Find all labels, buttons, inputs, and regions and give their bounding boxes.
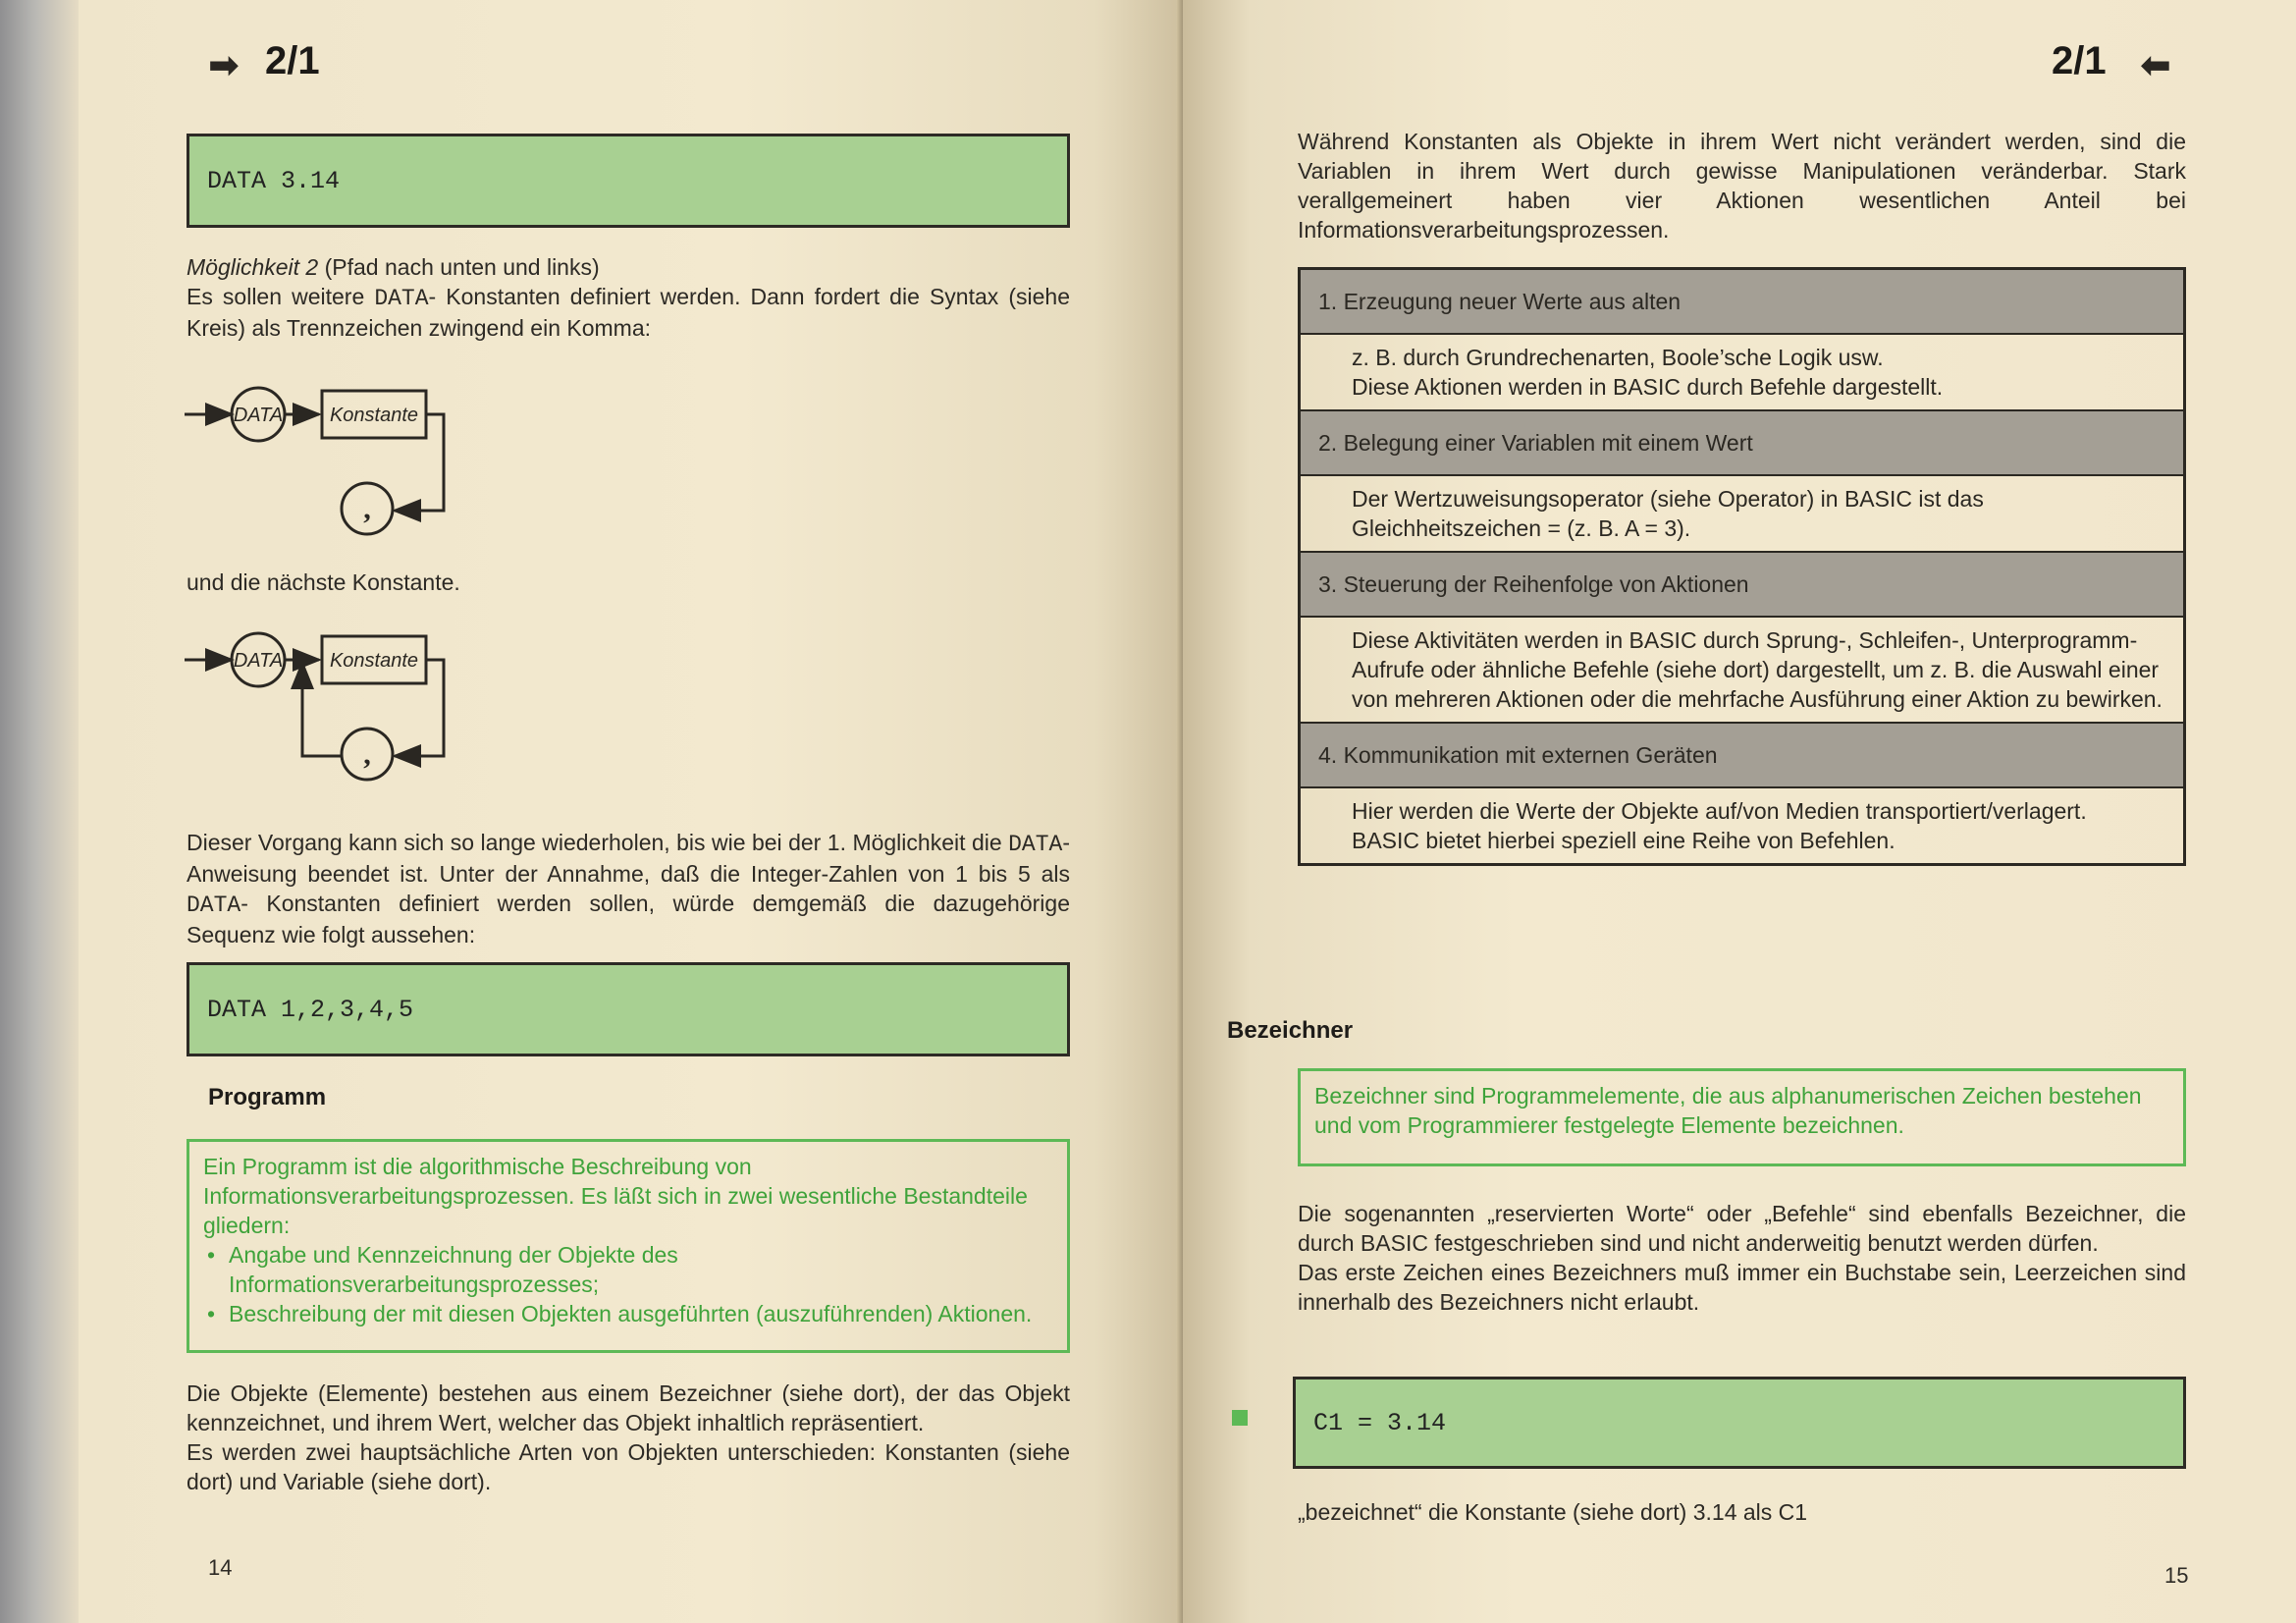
- scan-edge: [0, 0, 79, 1623]
- arrow-left-icon: ⬅: [2140, 45, 2171, 86]
- page-header-left: 2/1: [265, 39, 320, 82]
- code-line: DATA 1,2,3,4,5: [207, 995, 414, 1024]
- table-row-body: [1301, 618, 2183, 724]
- table-row-header: 3. Steuerung der Reihenfolge von Aktionen: [1301, 553, 2183, 618]
- definition-box-bezeichner: Bezeichner sind Programmelemente, die aus alphanumerischen Zeichen bestehen und vom Programmierer festgelegte Elemente bezeichnen.: [1298, 1068, 2186, 1166]
- list-item: • Angabe und Kennzeichnung der Objekte des Informationsverarbeitungsprozesses;: [221, 1240, 1053, 1299]
- intro-paragraph: Während Konstanten als Objekte in ihrem Wert nicht verändert werden, sind die Variablen in ihrem Wert durch gewisse Manipulationen veränderbar. Stark verallgemeinert haben vier Aktionen wesentlichen Anteil bei Informationsverarbeitungsprozessen.: [1298, 129, 2186, 243]
- arrow-right-icon: ➡: [208, 45, 240, 86]
- inline-code: DATA: [187, 893, 241, 918]
- text-line: Die sogenannten „reservierten Worte“ oder „Befehle“ sind ebenfalls Bezeichner, die durch BASIC festgeschrieben sind und nicht anderweitig benutzt werden dürfen.: [1298, 1201, 2186, 1256]
- code-box-c1: [1293, 1377, 2186, 1469]
- table-row-body: [1301, 476, 2183, 553]
- loop-line-right: [395, 660, 444, 756]
- text-line: Diese Aktivitäten werden in BASIC durch Sprung-, Schleifen-, Unterprogramm-Aufrufe oder ähnliche Befehle (siehe dort) dargestellt, um z. B. die Auswahl einer von mehreren Aktionen oder die mehrfache Ausführung einer Aktion zu bewirken.: [1352, 627, 2163, 712]
- possibility-label: Möglichkeit 2: [187, 254, 319, 280]
- section-bezeichner: Bezeichner: [1227, 1017, 1354, 1044]
- table-row-body: [1301, 335, 2183, 411]
- page-header-right: 2/1: [2052, 39, 2107, 82]
- text-run: -Anweisung beendet ist. Unter der Annahme, daß die Integer-Zahlen von 1 bis 5 als: [187, 830, 1070, 887]
- table-row-header: 4. Kommunikation mit externen Geräten: [1301, 724, 2183, 788]
- left-page: [79, 0, 1183, 1623]
- table-row-header: 2. Belegung einer Variablen mit einem Wert: [1301, 411, 2183, 476]
- code-line: DATA 3.14: [207, 166, 341, 195]
- text-line: Es werden zwei hauptsächliche Arten von Objekten unterschieden: Konstanten (siehe dort) und Variable (siehe dort).: [187, 1439, 1070, 1494]
- objects-paragraph: [187, 1379, 1070, 1496]
- text-line: BASIC bietet hierbei speziell eine Reihe von Befehlen.: [1352, 828, 1896, 853]
- text-run: Es sollen weitere: [187, 284, 375, 309]
- code-box-data-sequence: [187, 962, 1070, 1056]
- green-square-marker-icon: [1232, 1410, 1248, 1426]
- possibility-suffix: (Pfad nach unten und links): [318, 254, 600, 280]
- definition-list: [203, 1240, 1053, 1328]
- code-line: C1 = 3.14: [1313, 1408, 1447, 1437]
- inline-code: DATA: [374, 286, 429, 311]
- text-run: Dieser Vorgang kann sich so lange wiederholen, bis wie bei der 1. Möglichkeit die: [187, 830, 1009, 855]
- data-label: DATA: [233, 405, 284, 426]
- table-row-header: 1. Erzeugung neuer Werte aus alten: [1301, 270, 2183, 335]
- section-programm: Programm: [208, 1084, 327, 1110]
- right-page: [1183, 0, 2296, 1623]
- list-item: • Beschreibung der mit diesen Objekten ausgeführten (auszuführenden) Aktionen.: [221, 1299, 1053, 1328]
- comma-label: ,: [363, 493, 371, 525]
- text-run: - Konstanten definiert werden. Dann fordert die Syntax (siehe Kreis) als Trennzeichen zwingend ein Komma:: [187, 284, 1070, 341]
- next-constant-text: und die nächste Konstante.: [187, 569, 460, 595]
- text-line: Das erste Zeichen eines Bezeichners muß immer ein Buchstabe sein, Leerzeichen sind innerhalb des Bezeichners nicht erlaubt.: [1298, 1260, 2186, 1315]
- page-number-left: 14: [208, 1555, 233, 1580]
- text-line: Hier werden die Werte der Objekte auf/von Medien transportiert/verlagert.: [1352, 798, 2087, 824]
- possibility-2-paragraph: [187, 252, 1070, 343]
- definition-box-programm: [187, 1139, 1070, 1353]
- syntax-diagram-1: [177, 363, 510, 540]
- repeat-paragraph: [187, 828, 1070, 949]
- inline-code: DATA: [1008, 832, 1063, 857]
- comma-label: ,: [363, 738, 371, 771]
- page-number-right: 15: [2164, 1563, 2189, 1588]
- text-line: z. B. durch Grundrechenarten, Boole’sche Logik usw.: [1352, 345, 1884, 370]
- loop-line: [395, 414, 444, 511]
- reserved-words-paragraph: [1298, 1199, 2186, 1317]
- data-label: DATA: [233, 650, 284, 672]
- table-row-body: [1301, 788, 2183, 863]
- definition-text: Ein Programm ist die algorithmische Beschreibung von Informationsverarbeitungsprozessen. Es läßt sich in zwei wesentliche Bestandteile gliedern:: [203, 1154, 1028, 1238]
- code-box-data-314: [187, 134, 1070, 228]
- actions-table: [1298, 267, 2186, 866]
- code-caption: „bezeichnet“ die Konstante (siehe dort) 3.14 als C1: [1298, 1499, 1808, 1525]
- konstante-label: Konstante: [329, 405, 419, 426]
- syntax-diagram-2: [177, 609, 510, 785]
- text-line: Die Objekte (Elemente) bestehen aus einem Bezeichner (siehe dort), der das Objekt kennzeichnet, und ihrem Wert, welcher das Objekt inhaltlich repräsentiert.: [187, 1380, 1070, 1435]
- possibility-2-title: [187, 252, 1070, 282]
- text-line: Der Wertzuweisungsoperator (siehe Operator) in BASIC ist das Gleichheitszeichen = (z. B. A = 3).: [1352, 486, 1984, 541]
- konstante-label: Konstante: [329, 650, 419, 672]
- text-line: Diese Aktionen werden in BASIC durch Befehle dargestellt.: [1352, 374, 1944, 400]
- syntax-text: [187, 282, 1070, 343]
- text-run: - Konstanten definiert werden sollen, würde demgemäß die dazugehörige Sequenz wie folgt aussehen:: [187, 891, 1070, 947]
